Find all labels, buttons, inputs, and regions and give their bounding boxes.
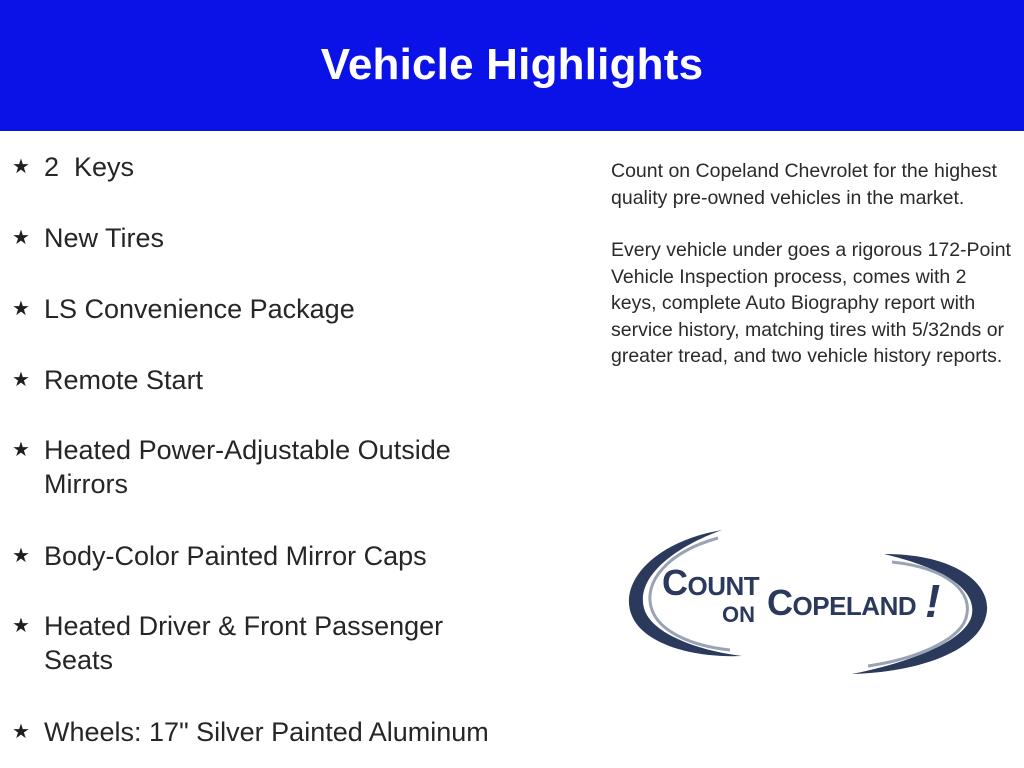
star-icon: ★ <box>12 439 30 461</box>
highlight-label: 2 Keys <box>44 152 135 182</box>
list-item <box>12 221 572 255</box>
star-icon: ★ <box>12 369 30 391</box>
header-banner <box>0 0 1024 131</box>
list-item <box>12 363 572 397</box>
list-item <box>12 433 572 501</box>
count-on-copeland-logo <box>622 524 994 678</box>
highlight-label: Wheels: 17" Silver Painted Aluminum <box>44 717 489 747</box>
star-icon: ★ <box>12 156 30 178</box>
list-item <box>12 715 572 749</box>
page-title: Vehicle Highlights <box>320 39 704 89</box>
list-item <box>12 150 572 184</box>
list-item <box>12 292 572 326</box>
highlight-label: New Tires <box>44 223 165 253</box>
star-icon: ★ <box>12 298 30 320</box>
dealer-blurb <box>611 158 1011 396</box>
star-icon: ★ <box>12 227 30 249</box>
blurb-paragraph-1: Count on Copeland Chevrolet for the highest quality pre-owned vehicles in the market. <box>611 160 997 209</box>
highlight-label: LS Convenience Package <box>44 294 355 324</box>
highlight-label: Heated Power-Adjustable Outside Mirrors <box>44 435 451 499</box>
star-icon: ★ <box>12 615 30 637</box>
blurb-paragraph-2: Every vehicle under goes a rigorous 172-Point Vehicle Inspection process, comes with 2 keys, complete Auto Biography report with service history, matching tires with 5/32nds or greater tread, and two vehicle history reports. <box>611 239 1011 367</box>
star-icon: ★ <box>12 545 30 567</box>
star-icon: ★ <box>12 721 30 743</box>
list-item <box>12 609 572 677</box>
highlight-label: Heated Driver & Front Passenger Seats <box>44 611 444 675</box>
highlight-label: Body-Color Painted Mirror Caps <box>44 541 427 571</box>
highlight-label: Remote Start <box>44 365 204 395</box>
logo-wordmark: COUNT ON COPELAND ! <box>662 562 941 627</box>
list-item <box>12 539 572 573</box>
